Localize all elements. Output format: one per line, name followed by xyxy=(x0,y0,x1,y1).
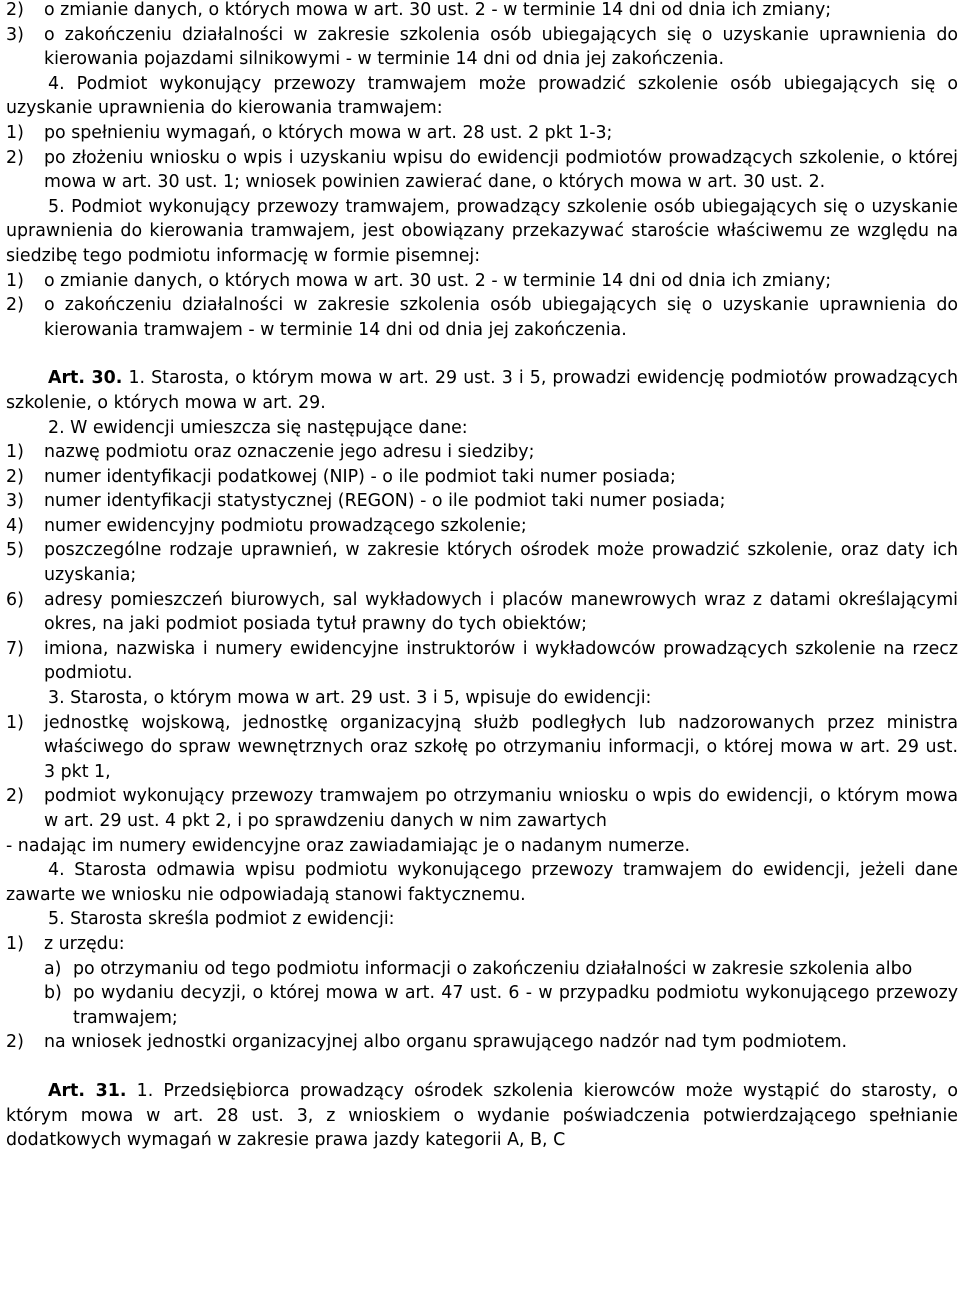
item-number: a) xyxy=(44,958,62,979)
item-number: 2) xyxy=(6,1032,24,1053)
item-text: o zmianie danych, o których mowa w art. 30 ust. 2 - w terminie 14 dni od dnia ich zmiany; xyxy=(44,0,832,20)
item-number: 2) xyxy=(6,295,24,316)
item-number: b) xyxy=(44,983,62,1004)
article-heading: Art. 30. xyxy=(48,368,123,389)
list-item xyxy=(6,489,958,514)
list-item xyxy=(6,514,958,539)
item-text: adresy pomieszczeń biurowych, sal wykładowych i placów manewrowych wraz z datami określającymi okres, na jaki podmiot posiada tytuł prawny do tych obiektów; xyxy=(44,589,958,635)
art30-p5-sublist xyxy=(6,957,958,1031)
list-item xyxy=(6,932,958,957)
item-text: numer identyfikacji podatkowej (NIP) - o ile podmiot taki numer posiada; xyxy=(44,466,676,487)
item-text: o zakończeniu działalności w zakresie szkolenia osób ubiegających się o uzyskanie uprawnienia do kierowania pojazdami silnikowymi - w terminie 14 dni od dnia jej zakończenia. xyxy=(44,24,958,70)
item-text: numer identyfikacji statystycznej (REGON) - o ile podmiot taki numer posiada; xyxy=(44,491,726,512)
paragraph-4-lead: 4. Podmiot wykonujący przewozy tramwajem może prowadzić szkolenie osób ubiegających się o uzyskanie uprawnienia do kierowania tramwajem: xyxy=(6,73,958,119)
item-number: 1) xyxy=(6,270,24,291)
item-text: po spełnieniu wymagań, o których mowa w art. 28 ust. 2 pkt 1-3; xyxy=(44,122,613,143)
item-text: z urzędu: xyxy=(44,933,125,954)
art30-paragraph-3-tail: - nadając im numery ewidencyjne oraz zawiadamiając je o nadanym numerze. xyxy=(6,835,691,856)
list-item xyxy=(44,957,958,982)
list-item xyxy=(6,440,958,465)
item-number: 1) xyxy=(6,442,24,463)
list-item xyxy=(6,293,958,342)
item-text: podmiot wykonujący przewozy tramwajem po otrzymaniu wniosku o wpis do ewidencji, o którym mowa w art. 29 ust. 4 pkt 2, i po sprawdzeniu danych w nim zawartych xyxy=(44,786,958,831)
item-text: imiona, nazwiska i numery ewidencyjne instruktorów i wykładowców prowadzących szkolenie na rzecz podmiotu. xyxy=(44,638,958,684)
list-item xyxy=(6,711,958,785)
list-item xyxy=(6,538,958,587)
art30-paragraph-4: 4. Starosta odmawia wpisu podmiotu wykonującego przewozy tramwajem do ewidencji, jeżeli dane zawarte we wniosku nie odpowiadają stanowi faktycznemu. xyxy=(6,860,958,905)
art30-paragraph-2-lead: 2. W ewidencji umieszcza się następujące dane: xyxy=(48,417,468,438)
item-number: 7) xyxy=(6,638,24,659)
list-item xyxy=(6,121,958,146)
art30-paragraph-5-lead: 5. Starosta skreśla podmiot z ewidencji: xyxy=(48,909,395,930)
item-text: o zmianie danych, o których mowa w art. 30 ust. 2 - w terminie 14 dni od dnia ich zmiany; xyxy=(44,270,832,291)
article-text: 1. Przedsiębiorca prowadzący ośrodek szkolenia kierowców może wystąpić do starosty, o którym mowa w art. 28 ust. 3, z wnioskiem o wydanie poświadczenia potwierdzającego spełnianie dodatkowych wymagań w zakresie prawa jazdy kategorii A, B, C xyxy=(6,1080,958,1151)
art30-paragraph-3-lead: 3. Starosta, o którym mowa w art. 29 ust. 3 i 5, wpisuje do ewidencji: xyxy=(48,688,652,709)
article-heading: Art. 31. xyxy=(48,1080,127,1101)
list-item xyxy=(6,784,958,833)
art30-p2-list xyxy=(6,440,958,686)
art31-paragraph-1 xyxy=(6,1079,958,1153)
item-text: po złożeniu wniosku o wpis i uzyskaniu wpisu do ewidencji podmiotów prowadzących szkolenie, o której mowa w art. 30 ust. 1; wniosek powinien zawierać dane, o których mowa w art. 30 ust. 2. xyxy=(44,147,958,193)
item-number: 1) xyxy=(6,933,24,954)
item-number: 2) xyxy=(6,0,24,20)
item-text: po wydaniu decyzji, o której mowa w art. 47 ust. 6 - w przypadku podmiotu wykonującego przewozy tramwajem; xyxy=(73,983,958,1028)
list-item xyxy=(6,146,958,195)
list-item xyxy=(6,588,958,637)
art30-p3-list xyxy=(6,711,958,834)
article-text: 1. Starosta, o którym mowa w art. 29 ust. 3 i 5, prowadzi ewidencję podmiotów prowadzących szkolenie, o których mowa w art. 29. xyxy=(6,368,959,413)
document-page xyxy=(6,0,958,1153)
item-number: 2) xyxy=(6,466,24,487)
item-text: numer ewidencyjny podmiotu prowadzącego szkolenie; xyxy=(44,515,527,536)
item-text: o zakończeniu działalności w zakresie szkolenia osób ubiegających się o uzyskanie uprawnienia do kierowania tramwajem - w terminie 14 dni od dnia jej zakończenia. xyxy=(44,295,958,340)
item-number: 6) xyxy=(6,589,24,610)
list-item xyxy=(6,465,958,490)
item-text: na wniosek jednostki organizacyjnej albo organu sprawującego nadzór nad tym podmiotem. xyxy=(44,1032,848,1053)
item-number: 2) xyxy=(6,786,24,807)
item-text: poszczególne rodzaje uprawnień, w zakresie których ośrodek może prowadzić szkolenie, oraz daty ich uzyskania; xyxy=(44,540,958,586)
item-number: 5) xyxy=(6,540,24,561)
list-item xyxy=(44,981,958,1030)
list-item xyxy=(6,23,958,72)
section-spacer xyxy=(6,1055,958,1079)
item-number: 2) xyxy=(6,147,24,168)
list-item xyxy=(6,0,958,23)
section-spacer xyxy=(6,342,958,366)
item-number: 1) xyxy=(6,712,24,733)
item-number: 3) xyxy=(6,24,24,45)
item-number: 3) xyxy=(6,491,24,512)
paragraph-5-lead: 5. Podmiot wykonujący przewozy tramwajem, prowadzący szkolenie osób ubiegających się o uzyskanie uprawnienia do kierowania tramwajem, jest obowiązany przekazywać staroście właściwemu ze względu na siedzibę tego podmiotu informację w formie pisemnej: xyxy=(6,196,958,266)
item-number: 4) xyxy=(6,515,24,536)
list-item xyxy=(6,1030,958,1055)
list-item xyxy=(6,269,958,294)
item-number: 1) xyxy=(6,122,24,143)
item-text: po otrzymaniu od tego podmiotu informacji o zakończeniu działalności w zakresie szkolenia albo xyxy=(73,958,913,979)
list-item xyxy=(6,637,958,686)
item-text: jednostkę wojskową, jednostkę organizacyjną służb podległych lub nadzorowanych przez ministra właściwego do spraw wewnętrznych oraz szkołę po otrzymaniu informacji, o której mowa w art. 29 ust. 3 pkt 1, xyxy=(44,712,958,782)
art30-paragraph-1 xyxy=(6,366,958,415)
item-text: nazwę podmiotu oraz oznaczenie jego adresu i siedziby; xyxy=(44,442,535,463)
